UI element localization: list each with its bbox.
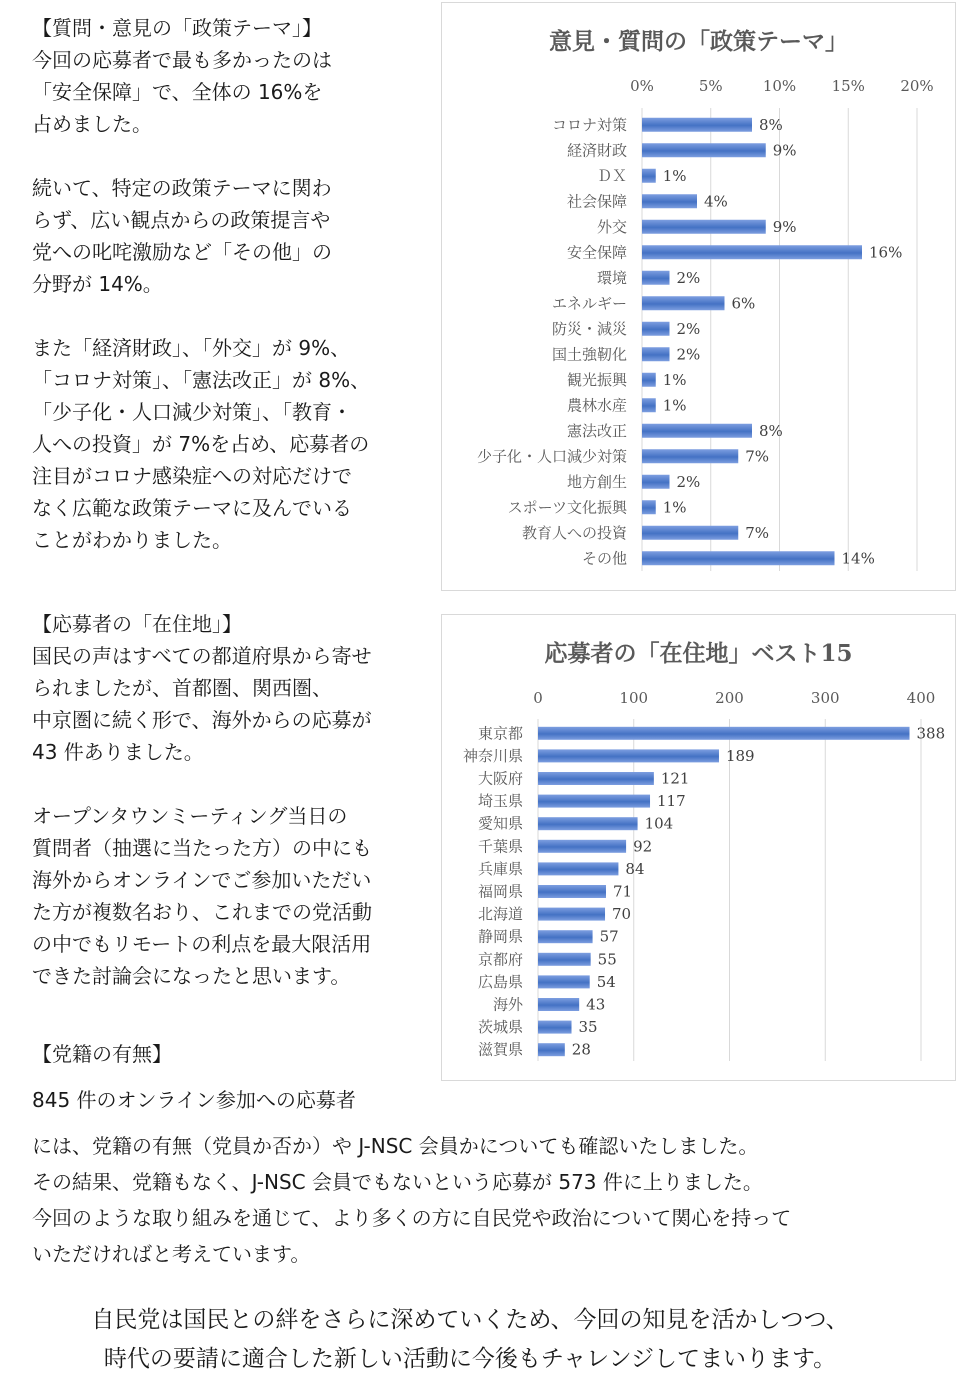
bar <box>538 862 618 875</box>
category-label: 茨城県 <box>477 1018 523 1037</box>
policy-text-block <box>32 12 370 556</box>
bar <box>642 220 766 234</box>
data-label: 57 <box>599 927 619 946</box>
category-label: 経済財政 <box>566 141 627 160</box>
category-label: 教育人への投資 <box>521 523 627 542</box>
data-label: 117 <box>657 792 686 811</box>
policy-line: 今回の応募者で最も多かったのは <box>32 48 332 72</box>
bar <box>642 296 725 310</box>
residence-chart-svg <box>442 615 955 1080</box>
bar <box>642 245 862 259</box>
category-label: 環境 <box>596 268 627 287</box>
bar <box>642 500 656 514</box>
policy-line: 分野が 14%。 <box>32 272 163 296</box>
bar <box>642 322 670 336</box>
residence-line: られましたが、首都圏、関西圏、 <box>32 676 332 700</box>
data-label: 2% <box>676 319 701 338</box>
residence-chart <box>441 614 956 1081</box>
category-label: その他 <box>581 549 627 568</box>
data-label: 189 <box>725 746 755 765</box>
membership-line: その結果、党籍もなく、J-NSC 会員でもないという応募が 573 件に上りました。 <box>32 1170 763 1194</box>
bar <box>642 347 670 361</box>
data-label: 7% <box>745 447 770 466</box>
residence-line: オープンタウンミーティング当日の <box>32 804 348 828</box>
data-label: 43 <box>586 995 606 1014</box>
bar <box>642 526 738 540</box>
policy-line: なく広範な政策テーマに及んでいる <box>32 496 352 520</box>
data-label: 16% <box>869 243 903 262</box>
bar <box>538 975 590 988</box>
bar <box>538 998 579 1011</box>
data-label: 9% <box>772 141 797 160</box>
tick-label: 10% <box>762 77 797 95</box>
category-label: 外交 <box>596 217 627 236</box>
data-label: 121 <box>660 769 690 788</box>
data-label: 84 <box>625 859 645 878</box>
category-label: 愛知県 <box>477 814 523 833</box>
category-label: 社会保障 <box>566 192 627 211</box>
data-label: 1% <box>662 370 687 389</box>
residence-line: 43 件ありました。 <box>32 740 204 764</box>
category-label: 観光振興 <box>566 370 627 389</box>
residence-chart-title: 応募者の「在住地」ベスト15 <box>544 640 853 667</box>
bar <box>642 194 697 208</box>
residence-line: の中でもリモートの利点を最大限活用 <box>32 932 372 956</box>
membership-line: には、党籍の有無（党員か否か）や J-NSC 会員かについても確認いたしました。 <box>32 1134 759 1158</box>
residence-line: 中京圏に続く形で、海外からの応募が <box>32 708 372 732</box>
tick-label: 0 <box>533 689 543 707</box>
policy-line: 注目がコロナ感染症への対応だけで <box>32 464 352 488</box>
membership-line: 845 件のオンライン参加への応募者 <box>32 1088 356 1112</box>
bar <box>538 817 638 830</box>
category-label: 大阪府 <box>477 769 523 788</box>
data-label: 2% <box>676 472 701 491</box>
residence-line: 国民の声はすべての都道府県から寄せ <box>32 644 372 668</box>
bar <box>642 424 752 438</box>
category-label: 京都府 <box>477 950 523 969</box>
bar <box>642 271 670 285</box>
policy-line: 「安全保障」で、全体の 16%を <box>32 80 323 104</box>
data-label: 1% <box>662 396 687 415</box>
bar <box>538 727 910 740</box>
category-label: 福岡県 <box>477 882 523 901</box>
bar <box>642 551 835 565</box>
tick-label: 20% <box>900 77 934 95</box>
membership-line: いただければと考えています。 <box>32 1242 311 1266</box>
data-label: 388 <box>916 724 946 743</box>
bar <box>538 795 650 808</box>
category-label: 防災・減災 <box>551 319 627 338</box>
residence-line: できた討論会になったと思います。 <box>32 964 351 988</box>
data-label: 70 <box>612 905 632 924</box>
tick-label: 5% <box>698 77 723 95</box>
tick-label: 15% <box>831 77 865 95</box>
data-label: 8% <box>759 421 783 440</box>
tick-label: 200 <box>715 689 744 707</box>
category-label: 国土強靭化 <box>551 345 627 364</box>
category-label: 安全保障 <box>566 243 627 262</box>
policy-heading: 【質問・意見の「政策テーマ」】 <box>32 16 322 40</box>
data-label: 8% <box>759 115 783 134</box>
data-label: 14% <box>841 549 875 568</box>
category-label: 神奈川県 <box>462 746 523 765</box>
data-label: 2% <box>676 268 701 287</box>
bar <box>642 169 656 183</box>
bar <box>538 840 626 853</box>
bar <box>538 908 605 921</box>
category-label: 少子化・人口減少対策 <box>476 447 627 466</box>
data-label: 7% <box>745 523 770 542</box>
policy-line: らず、広い観点からの政策提言や <box>32 208 331 232</box>
residence-heading: 【応募者の「在住地」】 <box>32 612 242 636</box>
category-label: 農林水産 <box>566 396 627 415</box>
policy-theme-chart <box>441 2 956 591</box>
bar <box>642 118 752 132</box>
data-label: 1% <box>662 166 687 185</box>
residence-line: た方が複数名おり、これまでの党活動 <box>32 900 372 924</box>
data-label: 2% <box>676 345 701 364</box>
data-label: 92 <box>633 837 653 856</box>
bar <box>642 475 670 489</box>
residence-line: 海外からオンラインでご参加いただい <box>32 868 372 892</box>
category-label: 東京都 <box>477 724 523 743</box>
data-label: 55 <box>597 950 617 969</box>
data-label: 54 <box>596 972 616 991</box>
bar <box>538 930 593 943</box>
tick-label: 300 <box>810 689 840 707</box>
category-label: スポーツ文化振興 <box>507 498 627 517</box>
bar <box>642 398 656 412</box>
policy-line: 占めました。 <box>32 112 152 136</box>
policy-chart-title: 意見・質問の「政策テーマ」 <box>549 28 848 55</box>
category-label: 北海道 <box>477 905 523 924</box>
category-label: 海外 <box>492 995 523 1014</box>
bar <box>538 1043 565 1056</box>
data-label: 28 <box>571 1040 591 1059</box>
closing-line-1: 自民党は国民との絆をさらに深めていくため、今回の知見を活かしつつ、 <box>91 1307 849 1333</box>
category-label: 静岡県 <box>477 927 523 946</box>
category-label: 千葉県 <box>477 837 523 856</box>
category-label: ＤＸ <box>596 166 627 185</box>
bar <box>538 885 606 898</box>
data-label: 9% <box>772 217 797 236</box>
bar <box>538 1021 572 1034</box>
tick-label: 400 <box>906 689 936 707</box>
bar <box>642 143 766 157</box>
data-label: 104 <box>644 814 674 833</box>
policy-line: 人への投資」が 7%を占め、応募者の <box>32 432 370 456</box>
bar <box>538 749 719 762</box>
data-label: 71 <box>612 882 633 901</box>
tick-label: 0% <box>630 77 654 95</box>
bar <box>538 953 591 966</box>
bar <box>538 772 654 785</box>
data-label: 1% <box>662 498 687 517</box>
category-label: 憲法改正 <box>566 421 627 440</box>
data-label: 35 <box>578 1018 598 1037</box>
policy-chart-svg <box>442 3 955 590</box>
category-label: エネルギー <box>551 294 627 313</box>
closing-line-2: 時代の要請に適合した新しい活動に今後もチャレンジしてまいります。 <box>103 1346 837 1372</box>
residence-text-block <box>32 608 372 992</box>
data-label: 4% <box>704 192 728 211</box>
bar <box>642 449 738 463</box>
membership-heading: 【党籍の有無】 <box>32 1042 172 1066</box>
category-label: 兵庫県 <box>477 859 523 878</box>
policy-line: 続いて、特定の政策テーマに関わ <box>32 176 332 200</box>
category-label: 地方創生 <box>566 472 627 491</box>
policy-line: 党への叱咤激励など「その他」の <box>32 240 332 264</box>
membership-line: 今回のような取り組みを通じて、より多くの方に自民党や政治について関心を持って <box>32 1206 792 1230</box>
policy-line: 「コロナ対策」、「憲法改正」が 8%、 <box>32 368 371 392</box>
category-label: コロナ対策 <box>551 115 627 134</box>
bar <box>642 373 656 387</box>
category-label: 広島県 <box>477 972 523 991</box>
policy-line: 「少子化・人口減少対策」、「教育・ <box>32 400 352 424</box>
policy-line: また「経済財政」、「外交」が 9%、 <box>32 336 351 360</box>
policy-line: ことがわかりました。 <box>32 528 232 552</box>
residence-line: 質問者（抽選に当たった方）の中にも <box>32 836 372 860</box>
tick-label: 100 <box>619 689 649 707</box>
data-label: 6% <box>731 294 756 313</box>
category-label: 埼玉県 <box>477 792 523 811</box>
category-label: 滋賀県 <box>477 1040 523 1059</box>
